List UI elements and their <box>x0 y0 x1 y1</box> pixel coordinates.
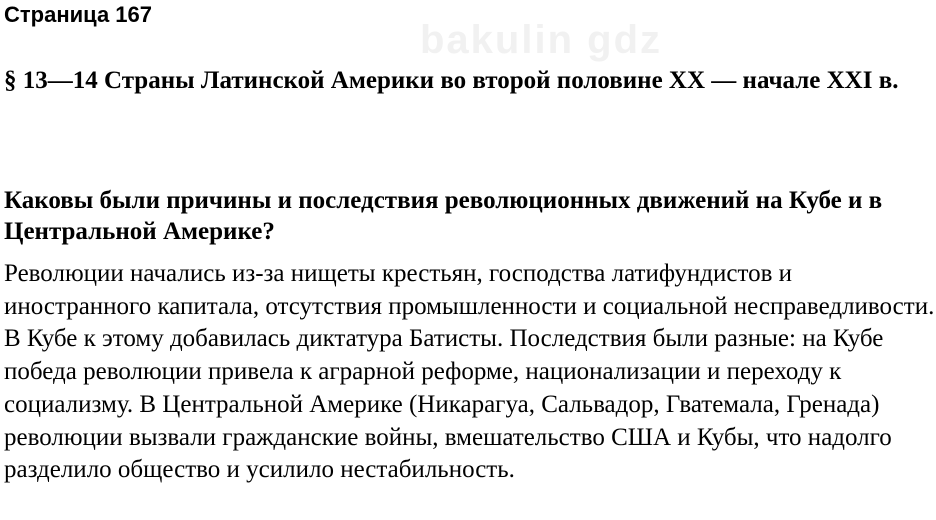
page-number-heading: Страница 167 <box>4 2 152 27</box>
question-heading: Каковы были причины и последствия революционных движений на Кубе и в Центральной Америке? <box>4 187 883 245</box>
section-title: § 13—14 Страны Латинской Америки во второй половине XX — начале XXI в. <box>4 67 899 94</box>
watermark: bakulin gdz <box>420 18 662 62</box>
answer-paragraph: Революции начались из-за нищеты крестьян, господства латифундистов и иностранного капитала, отсутствия промышленности и социальной несправедливости. В Кубе к этому добавилась диктатура Батисты. Последствия были разные: на Кубе победа революции привела к аграрной реформе, национализации и переходу к социализму. В Центральной Америке (Никарагуа, Сальвадор, Гватемала, Гренада) революции вызвали гражданские войны, вмешательство США и Кубы, что надолго разделило общество и усилило нестабильность. <box>4 260 935 484</box>
